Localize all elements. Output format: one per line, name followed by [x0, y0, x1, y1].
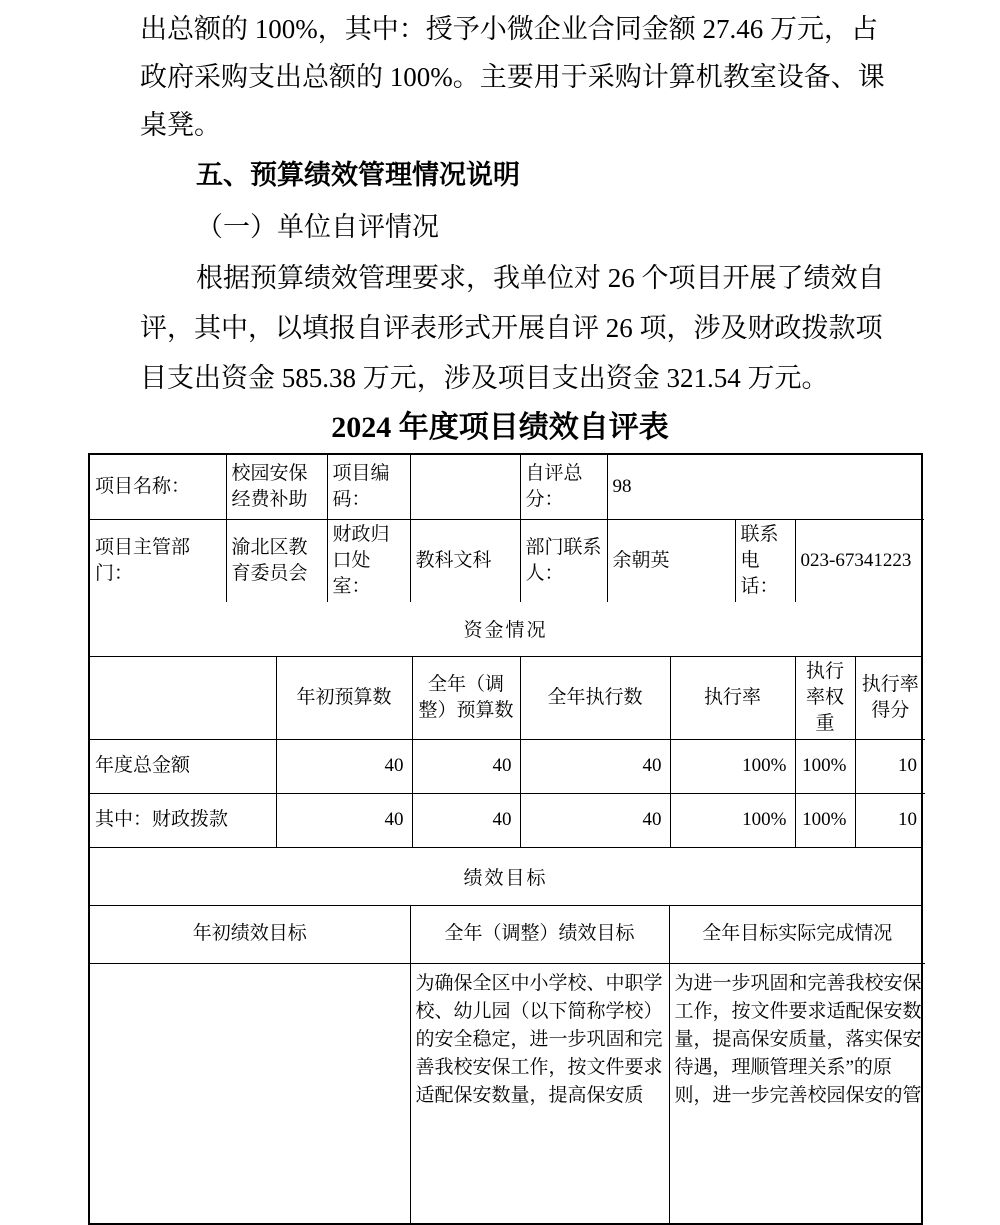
goals-content-row	[90, 963, 925, 1223]
section-heading: 五、预算绩效管理情况说明	[196, 160, 520, 190]
goal-line: 的安全稳定，进一步巩固和完	[415, 1028, 663, 1050]
funding-header: 年初预算数	[276, 657, 412, 740]
goal-line: 为确保全区中小学校、中职学	[415, 972, 663, 994]
finance-office-label: 财政归口处室：	[327, 519, 410, 602]
initial-goal-cell	[90, 963, 410, 1223]
goals-table	[90, 906, 925, 1223]
paragraph-line: 目支出资金 585.38 万元，涉及项目支出资金 321.54 万元。	[140, 363, 829, 393]
paragraph-line: 桌凳。	[140, 110, 221, 140]
goal-line: 善我校安保工作，按文件要求	[415, 1056, 663, 1078]
funding-table	[90, 657, 925, 848]
funding-row-fiscal	[90, 793, 925, 847]
paragraph-line: 出总额的 100%，其中：授予小微企业合同金额 27.46 万元，占	[140, 14, 878, 44]
executed: 40	[520, 793, 670, 847]
goals-header: 全年目标实际完成情况	[669, 906, 925, 963]
rate-score: 10	[855, 793, 925, 847]
completion-line: 为进一步巩固和完善我校安保	[674, 972, 922, 994]
goals-section-title: 绩效目标	[90, 847, 921, 906]
completion-cell	[669, 963, 925, 1223]
dept-value: 渝北区教育委员会	[226, 519, 327, 602]
row-label: 年度总金额	[90, 739, 276, 793]
funding-header: 执行率	[670, 657, 795, 740]
executed: 40	[520, 739, 670, 793]
goal-line: 校、幼儿园（以下简称学校）	[415, 1000, 663, 1022]
funding-header: 执行率权重	[795, 657, 855, 740]
table-title: 2024 年度项目绩效自评表	[331, 411, 669, 444]
project-name-label: 项目名称：	[90, 455, 226, 519]
row-label: 其中：财政拨款	[90, 793, 276, 847]
completion-line: 工作，按文件要求适配保安数	[674, 1000, 922, 1022]
paragraph-line: 政府采购支出总额的 100%。主要用于采购计算机教室设备、课	[140, 62, 885, 92]
phone-label: 联系电话：	[735, 519, 795, 602]
completion-line: 量，提高保安质量，落实保安	[674, 1028, 922, 1050]
finance-office-value: 教科文科	[410, 519, 520, 602]
contact-label: 部门联系人：	[520, 519, 607, 602]
funding-header: 全年（调整）预算数	[412, 657, 520, 740]
paragraph-line: 根据预算绩效管理要求，我单位对 26 个项目开展了绩效自	[196, 263, 885, 293]
budget-initial: 40	[276, 793, 412, 847]
adjusted-goal-cell	[410, 963, 669, 1223]
goals-header: 全年（调整）绩效目标	[410, 906, 669, 963]
project-name-value: 校园安保经费补助	[226, 455, 327, 519]
budget-initial: 40	[276, 739, 412, 793]
budget-adjusted: 40	[412, 793, 520, 847]
body-text	[140, 5, 888, 149]
execution-rate: 100%	[670, 793, 795, 847]
rate-weight: 100%	[795, 793, 855, 847]
table-row	[90, 455, 924, 519]
rate-score: 10	[855, 739, 925, 793]
funding-header-row	[90, 657, 925, 740]
phone-value: 023-67341223	[795, 519, 924, 602]
funding-section-title: 资金情况	[90, 602, 921, 657]
project-info-table	[90, 455, 924, 602]
rate-weight: 100%	[795, 739, 855, 793]
contact-value: 余朝英	[607, 519, 735, 602]
paragraph-line: 评，其中，以填报自评表形式开展自评 26 项，涉及财政拨款项	[140, 313, 883, 343]
sub-section-heading: （一）单位自评情况	[196, 212, 439, 242]
body-text-2	[140, 253, 888, 403]
goals-header: 年初绩效目标	[90, 906, 410, 963]
self-evaluation-table	[88, 453, 923, 1225]
completion-line: 则，进一步完善校园保安的管	[674, 1084, 922, 1106]
self-score-label: 自评总分：	[520, 455, 607, 519]
funding-header: 执行率得分	[855, 657, 925, 740]
self-score-value: 98	[607, 455, 924, 519]
table-row	[90, 519, 924, 602]
budget-adjusted: 40	[412, 739, 520, 793]
funding-header: 全年执行数	[520, 657, 670, 740]
funding-row-total	[90, 739, 925, 793]
execution-rate: 100%	[670, 739, 795, 793]
project-code-value	[410, 455, 520, 519]
project-code-label: 项目编码：	[327, 455, 410, 519]
goals-header-row	[90, 906, 925, 963]
goal-line: 适配保安数量，提高保安质	[415, 1084, 644, 1106]
dept-label: 项目主管部门：	[90, 519, 226, 602]
funding-header-blank	[90, 657, 276, 740]
completion-line: 待遇，理顺管理关系”的原	[674, 1056, 892, 1078]
